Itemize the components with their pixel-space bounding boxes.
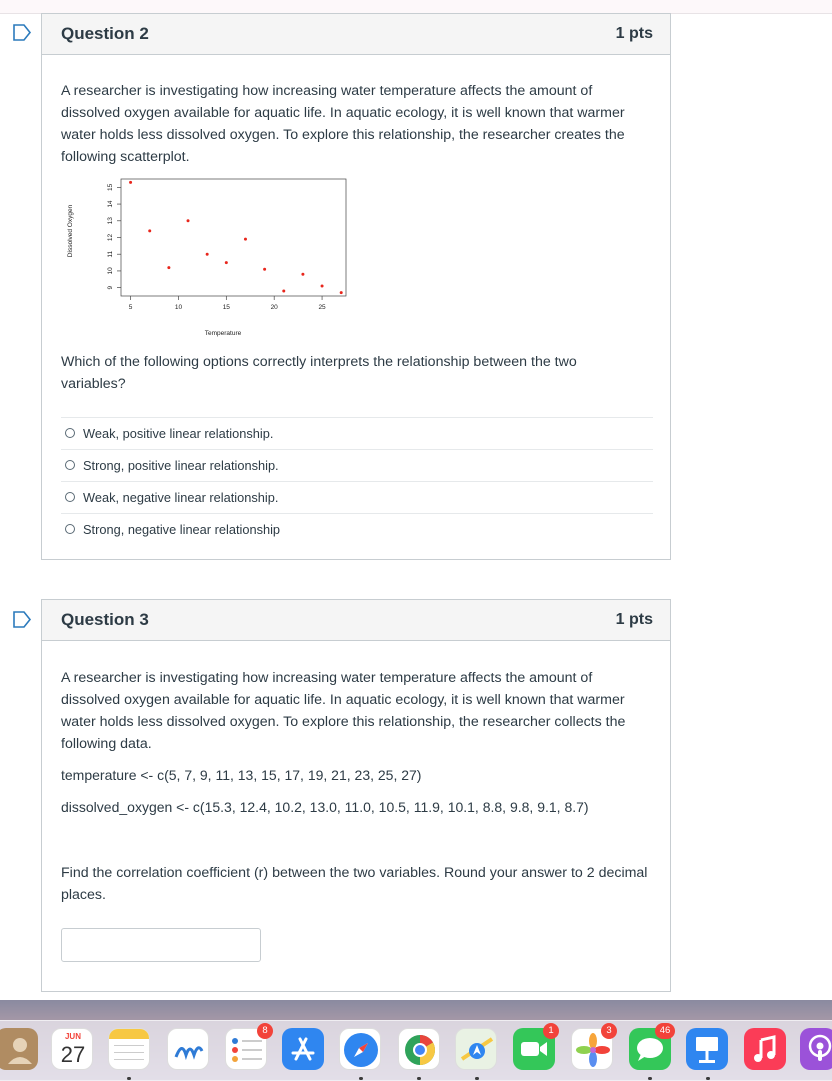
keynote-app-icon[interactable] bbox=[686, 1028, 728, 1070]
data-point bbox=[340, 291, 343, 294]
answer-label: Strong, positive linear relationship. bbox=[83, 458, 279, 473]
data-point bbox=[167, 266, 170, 269]
x-tick-label: 10 bbox=[174, 304, 183, 311]
freeform-app-icon[interactable] bbox=[167, 1028, 209, 1070]
browser-top-strip bbox=[0, 0, 832, 14]
y-tick-label: 14 bbox=[107, 200, 114, 208]
intro-line: A researcher is investigating how increasing water temperature affects the amount of bbox=[61, 670, 593, 686]
prompt-line: Find the correlation coefficient (r) between the two variables. Round your answer to 2 decimal bbox=[61, 865, 648, 881]
data-point bbox=[148, 229, 151, 232]
data-point bbox=[244, 238, 247, 241]
data-point bbox=[187, 219, 190, 222]
intro-line: A researcher is investigating how increasing water temperature affects the amount of bbox=[61, 83, 593, 99]
music-note-icon bbox=[744, 1028, 786, 1070]
data-point bbox=[263, 268, 266, 271]
radio-button[interactable] bbox=[65, 492, 75, 502]
y-tick-label: 9 bbox=[107, 285, 114, 290]
question-title: Question 3 bbox=[61, 610, 149, 629]
messages-badge: 46 bbox=[655, 1023, 675, 1039]
temperature-data: temperature <- c(5, 7, 9, 11, 13, 15, 17, 19, 21, 23, 25, 27) bbox=[61, 767, 422, 783]
question-title: Question 2 bbox=[61, 24, 149, 43]
app-store-app-icon[interactable] bbox=[282, 1028, 324, 1070]
y-tick-label: 10 bbox=[107, 267, 114, 275]
safari-icon bbox=[340, 1029, 381, 1070]
x-tick-label: 25 bbox=[318, 304, 326, 311]
question-2-header bbox=[42, 14, 670, 55]
data-point bbox=[282, 289, 285, 292]
calendar-month: JUN bbox=[64, 1032, 81, 1041]
freeform-icon bbox=[168, 1029, 209, 1070]
data-point bbox=[225, 261, 228, 264]
question-3-intro bbox=[61, 667, 641, 755]
answer-label: Weak, negative linear relationship. bbox=[83, 490, 279, 505]
photos-badge: 3 bbox=[601, 1023, 617, 1039]
contacts-icon bbox=[0, 1028, 38, 1070]
x-tick-label: 20 bbox=[270, 304, 278, 311]
question-points: 1 pts bbox=[615, 611, 653, 628]
reminders-badge: 8 bbox=[257, 1023, 273, 1039]
chrome-app-icon[interactable] bbox=[398, 1028, 440, 1070]
contacts-app-icon[interactable] bbox=[0, 1028, 38, 1070]
y-axis-label: Dissolved Oxygen bbox=[67, 204, 74, 258]
oxygen-data: dissolved_oxygen <- c(15.3, 12.4, 10.2, 13.0, 11.0, 10.5, 11.9, 10.1, 8.8, 9.8, 9.1, 8.7) bbox=[61, 799, 589, 815]
maps-icon bbox=[456, 1029, 497, 1070]
chrome-icon bbox=[399, 1029, 440, 1070]
radio-button[interactable] bbox=[65, 524, 75, 534]
answer-option[interactable] bbox=[61, 449, 653, 481]
scatterplot bbox=[62, 174, 362, 344]
x-tick-label: 5 bbox=[128, 304, 133, 311]
plot-frame bbox=[121, 179, 346, 296]
x-tick-label: 15 bbox=[222, 304, 230, 311]
radio-button[interactable] bbox=[65, 428, 75, 438]
question-3-prompt bbox=[61, 862, 661, 906]
data-point bbox=[129, 181, 132, 184]
answer-option[interactable] bbox=[61, 417, 653, 449]
question-3-header bbox=[42, 600, 670, 641]
calendar-day: 27 bbox=[60, 1042, 86, 1067]
notes-icon bbox=[109, 1029, 149, 1039]
answer-input[interactable] bbox=[61, 928, 261, 962]
maps-app-icon[interactable] bbox=[455, 1028, 497, 1070]
x-axis-label: Temperature bbox=[204, 330, 242, 337]
podcasts-icon bbox=[800, 1028, 832, 1070]
podcasts-app-icon[interactable] bbox=[800, 1028, 832, 1070]
intro-line: following scatterplot. bbox=[61, 149, 190, 165]
flag-question-icon[interactable] bbox=[12, 611, 32, 628]
keynote-icon bbox=[686, 1028, 728, 1070]
radio-button[interactable] bbox=[65, 460, 75, 470]
intro-line: following data. bbox=[61, 736, 152, 752]
intro-line: water holds less dissolved oxygen. To explore this relationship, the researcher collects the bbox=[61, 714, 626, 730]
question-points: 1 pts bbox=[615, 25, 653, 42]
answer-label: Weak, positive linear relationship. bbox=[83, 426, 274, 441]
answer-option[interactable] bbox=[61, 513, 653, 545]
y-tick-label: 11 bbox=[107, 250, 114, 258]
question-3-card bbox=[41, 599, 671, 992]
question-2-prompt bbox=[61, 351, 641, 395]
intro-line: dissolved oxygen available for aquatic life. In aquatic ecology, it is well known that warmer bbox=[61, 105, 625, 121]
question-2-card bbox=[41, 13, 671, 560]
prompt-line: variables? bbox=[61, 376, 126, 392]
intro-line: dissolved oxygen available for aquatic life. In aquatic ecology, it is well known that warmer bbox=[61, 692, 625, 708]
app-store-icon bbox=[282, 1028, 324, 1070]
prompt-line: Which of the following options correctly interprets the relationship between the two bbox=[61, 354, 577, 370]
safari-app-icon[interactable] bbox=[339, 1028, 381, 1070]
answer-label: Strong, negative linear relationship bbox=[83, 522, 281, 537]
y-tick-label: 12 bbox=[107, 233, 114, 242]
data-point bbox=[321, 284, 324, 287]
y-tick-label: 15 bbox=[107, 183, 114, 191]
prompt-line: places. bbox=[61, 887, 106, 903]
answer-options bbox=[61, 417, 653, 545]
flag-question-icon[interactable] bbox=[12, 24, 32, 41]
calendar-app-icon[interactable] bbox=[51, 1028, 93, 1070]
question-2-intro bbox=[61, 80, 641, 168]
notes-app-icon[interactable] bbox=[108, 1028, 150, 1070]
music-app-icon[interactable] bbox=[744, 1028, 786, 1070]
facetime-badge: 1 bbox=[543, 1023, 559, 1039]
data-point bbox=[301, 273, 304, 276]
data-point bbox=[206, 253, 209, 256]
y-tick-label: 13 bbox=[107, 217, 114, 225]
answer-option[interactable] bbox=[61, 481, 653, 513]
intro-line: water holds less dissolved oxygen. To explore this relationship, the researcher creates the bbox=[61, 127, 625, 143]
